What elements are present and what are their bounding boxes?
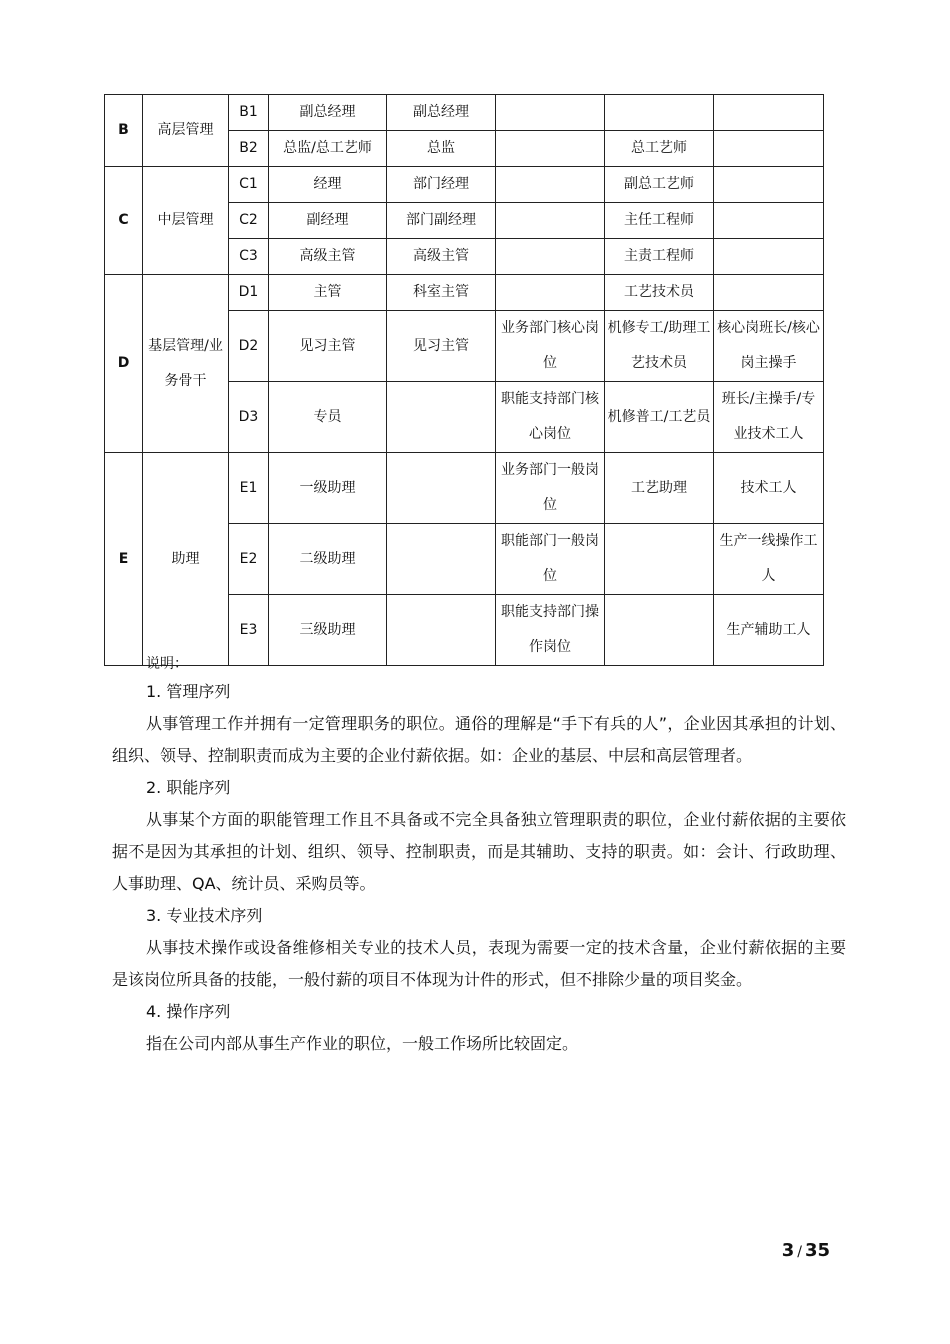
grade-letter: E bbox=[105, 453, 143, 666]
cell: 高级主管 bbox=[269, 239, 387, 275]
cell: 副经理 bbox=[269, 203, 387, 239]
grade-code: D2 bbox=[229, 311, 269, 382]
grade-code: D3 bbox=[229, 382, 269, 453]
grade-code: C1 bbox=[229, 167, 269, 203]
grade-code: E1 bbox=[229, 453, 269, 524]
cell: 总监/总工艺师 bbox=[269, 131, 387, 167]
table-row bbox=[105, 95, 824, 131]
cell: 副总经理 bbox=[387, 95, 496, 131]
cell: 专员 bbox=[269, 382, 387, 453]
cell: 主管 bbox=[269, 275, 387, 311]
page-number bbox=[782, 1240, 830, 1261]
cell: 一级助理 bbox=[269, 453, 387, 524]
section-title: 2. 职能序列 bbox=[146, 778, 231, 797]
section-body: 指在公司内部从事生产作业的职位，一般工作场所比较固定。 bbox=[146, 1034, 579, 1053]
cell: 核心岗班长/核心岗主操手 bbox=[714, 311, 824, 382]
grade-code: B1 bbox=[229, 95, 269, 131]
cell: 机修普工/工艺员 bbox=[605, 382, 714, 453]
page-separator: / bbox=[797, 1244, 802, 1260]
cell: 生产一线操作工人 bbox=[714, 524, 824, 595]
grade-code: B2 bbox=[229, 131, 269, 167]
grade-name: 基层管理/业务骨干 bbox=[143, 275, 229, 453]
cell bbox=[714, 167, 824, 203]
cell bbox=[714, 131, 824, 167]
table-row bbox=[105, 167, 824, 203]
grade-letter: C bbox=[105, 167, 143, 275]
section-body: 从事管理工作并拥有一定管理职务的职位。通俗的理解是“手下有兵的人”，企业因其承担的计划、组织、领导、控制职责而成为主要的企业付薪依据。如：企业的基层、中层和高层管理者。 bbox=[112, 714, 846, 765]
cell: 职能部门一般岗位 bbox=[496, 524, 605, 595]
cell bbox=[714, 239, 824, 275]
cell: 总工艺师 bbox=[605, 131, 714, 167]
cell: 主责工程师 bbox=[605, 239, 714, 275]
notes-section bbox=[112, 652, 846, 1060]
cell bbox=[496, 275, 605, 311]
cell: 科室主管 bbox=[387, 275, 496, 311]
cell bbox=[496, 203, 605, 239]
cell bbox=[387, 524, 496, 595]
section-body: 从事技术操作或设备维修相关专业的技术人员，表现为需要一定的技术含量，企业付薪依据的主要是该岗位所具备的技能，一般付薪的项目不体现为计件的形式，但不排除少量的项目奖金。 bbox=[112, 938, 846, 989]
grade-code: C2 bbox=[229, 203, 269, 239]
cell bbox=[496, 131, 605, 167]
cell bbox=[496, 167, 605, 203]
grade-name: 助理 bbox=[143, 453, 229, 666]
cell: 职能支持部门操作岗位 bbox=[496, 595, 605, 666]
grade-letter: D bbox=[105, 275, 143, 453]
grade-code: C3 bbox=[229, 239, 269, 275]
cell: 二级助理 bbox=[269, 524, 387, 595]
cell: 高级主管 bbox=[387, 239, 496, 275]
cell bbox=[714, 203, 824, 239]
cell bbox=[605, 95, 714, 131]
cell bbox=[387, 453, 496, 524]
cell bbox=[714, 275, 824, 311]
cell: 总监 bbox=[387, 131, 496, 167]
cell: 工艺助理 bbox=[605, 453, 714, 524]
cell: 经理 bbox=[269, 167, 387, 203]
cell: 职能支持部门核心岗位 bbox=[496, 382, 605, 453]
job-grade-table bbox=[104, 94, 824, 666]
total-pages: 35 bbox=[804, 1240, 830, 1261]
grade-code: E2 bbox=[229, 524, 269, 595]
cell: 见习主管 bbox=[269, 311, 387, 382]
cell bbox=[496, 95, 605, 131]
section-title: 4. 操作序列 bbox=[146, 1002, 231, 1021]
table-row bbox=[105, 275, 824, 311]
grade-code: E3 bbox=[229, 595, 269, 666]
cell: 业务部门核心岗位 bbox=[496, 311, 605, 382]
grade-name: 中层管理 bbox=[143, 167, 229, 275]
current-page: 3 bbox=[781, 1240, 795, 1261]
section-body: 从事某个方面的职能管理工作且不具备或不完全具备独立管理职责的职位，企业付薪依据的主要依据不是因为其承担的计划、组织、领导、控制职责，而是其辅助、支持的职责。如：会计、行政助理、人事助理、QA、统计员、采购员等。 bbox=[112, 810, 846, 893]
cell: 班长/主操手/专业技术工人 bbox=[714, 382, 824, 453]
notes-label: 说明： bbox=[146, 656, 188, 672]
cell bbox=[714, 95, 824, 131]
cell: 机修专工/助理工艺技术员 bbox=[605, 311, 714, 382]
cell: 工艺技术员 bbox=[605, 275, 714, 311]
grade-code: D1 bbox=[229, 275, 269, 311]
cell: 部门经理 bbox=[387, 167, 496, 203]
grade-letter: B bbox=[105, 95, 143, 167]
cell: 部门副经理 bbox=[387, 203, 496, 239]
cell: 主任工程师 bbox=[605, 203, 714, 239]
cell bbox=[605, 524, 714, 595]
cell: 生产辅助工人 bbox=[714, 595, 824, 666]
cell bbox=[496, 239, 605, 275]
section-title: 3. 专业技术序列 bbox=[146, 906, 263, 925]
grade-name: 高层管理 bbox=[143, 95, 229, 167]
table-row bbox=[105, 453, 824, 524]
cell: 技术工人 bbox=[714, 453, 824, 524]
cell: 业务部门一般岗位 bbox=[496, 453, 605, 524]
section-title: 1. 管理序列 bbox=[146, 682, 231, 701]
cell: 副总工艺师 bbox=[605, 167, 714, 203]
cell: 副总经理 bbox=[269, 95, 387, 131]
cell: 三级助理 bbox=[269, 595, 387, 666]
cell bbox=[387, 382, 496, 453]
cell: 见习主管 bbox=[387, 311, 496, 382]
